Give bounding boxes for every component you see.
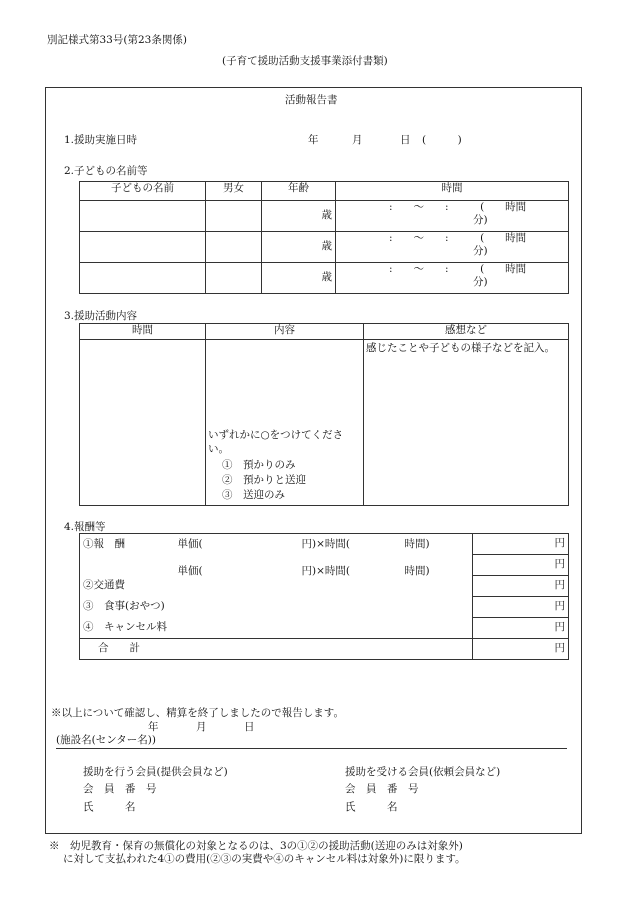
age-unit: 歳 xyxy=(321,271,332,284)
yen-unit: 円 xyxy=(554,600,565,613)
reward-amount-field-2[interactable] xyxy=(473,555,569,576)
option-care-transport: ② 預かりと送迎 xyxy=(222,473,306,486)
reward-amount-field[interactable] xyxy=(473,534,569,555)
activity-content-field[interactable] xyxy=(206,340,364,506)
child-name-field[interactable] xyxy=(80,263,206,294)
table-row xyxy=(80,201,569,232)
total-label: 合 計 xyxy=(80,639,473,660)
provider-member-label: 援助を行う会員(提供会員など) xyxy=(83,766,228,778)
yen-times-label: 円)×時間( xyxy=(301,537,350,550)
payment-table xyxy=(79,533,569,660)
requester-member-no: 会 員 番 号 xyxy=(345,783,419,795)
hours-label: 時間) xyxy=(404,565,430,577)
time-range: : ～ : ( 時間 xyxy=(389,263,527,275)
table-row xyxy=(80,597,569,618)
col-child-name: 子どもの名前 xyxy=(80,182,206,201)
section-children-label: 2.子どもの名前等 xyxy=(64,165,148,177)
col-gender: 男女 xyxy=(206,182,262,201)
transport-amount-field[interactable] xyxy=(473,576,569,597)
age-unit: 歳 xyxy=(321,240,332,253)
gender-field[interactable] xyxy=(206,263,262,294)
date-weekday: ( ) xyxy=(422,134,462,146)
table-row xyxy=(80,576,569,597)
total-amount-field[interactable] xyxy=(473,639,569,660)
date-day: 日 xyxy=(400,134,411,146)
table-row xyxy=(80,232,569,263)
reward-label: ①報 酬 xyxy=(83,537,125,550)
section-date-label: 1.援助実施日時 xyxy=(64,134,138,146)
time-field[interactable] xyxy=(336,263,569,294)
facility-signature-line[interactable] xyxy=(56,748,567,749)
time-field[interactable] xyxy=(336,201,569,232)
impressions-field[interactable] xyxy=(364,340,569,506)
yen-unit: 円 xyxy=(554,642,565,655)
cancel-label: ④ キャンセル料 xyxy=(80,618,473,639)
table-row xyxy=(80,555,569,576)
meal-amount-field[interactable] xyxy=(473,597,569,618)
provider-member-no: 会 員 番 号 xyxy=(83,783,157,795)
provider-name: 氏 名 xyxy=(83,801,136,813)
transport-label: ②交通費 xyxy=(80,576,473,597)
age-unit: 歳 xyxy=(321,209,332,222)
confirm-text: ※以上について確認し、精算を終了しましたので報告します。 xyxy=(51,707,344,719)
time-minutes: 分) xyxy=(473,214,488,227)
section-activity-label: 3.援助活動内容 xyxy=(64,310,138,322)
gender-field[interactable] xyxy=(206,232,262,263)
confirm-day: 日 xyxy=(244,721,255,733)
hours-label: 時間) xyxy=(404,537,430,550)
activity-table xyxy=(79,323,569,506)
yen-times-label: 円)×時間( xyxy=(301,565,350,577)
footnote-line-2: に対して支払われた4①の費用(②③の実費や④のキャンセル料は対象外)に限ります。 xyxy=(63,853,466,865)
footnote-line-1: ※ 幼児教育・保育の無償化の対象となるのは、3の①②の援助活動(送迎のみは対象外) xyxy=(49,840,463,852)
col-age: 年齢 xyxy=(262,182,336,201)
time-field[interactable] xyxy=(336,232,569,263)
cancel-amount-field[interactable] xyxy=(473,618,569,639)
col-impressions: 感想など xyxy=(364,324,569,340)
age-field[interactable] xyxy=(262,232,336,263)
yen-unit: 円 xyxy=(554,621,565,634)
age-field[interactable] xyxy=(262,201,336,232)
child-name-field[interactable] xyxy=(80,201,206,232)
age-field[interactable] xyxy=(262,263,336,294)
table-row xyxy=(80,263,569,294)
meal-label: ③ 食事(おやつ) xyxy=(80,597,473,618)
page-title: 活動報告書 xyxy=(285,94,338,106)
time-minutes: 分) xyxy=(473,245,488,258)
confirm-month: 月 xyxy=(196,721,207,733)
section-payment-label: 4.報酬等 xyxy=(64,521,106,533)
col-time: 時間 xyxy=(336,182,569,201)
time-range: : ～ : ( 時間 xyxy=(389,232,527,244)
table-row xyxy=(80,618,569,639)
date-year: 年 xyxy=(308,134,319,146)
form-subtitle: (子育て援助活動支援事業添付書類) xyxy=(222,55,388,67)
yen-unit: 円 xyxy=(554,537,565,550)
table-row xyxy=(80,534,569,555)
children-table xyxy=(79,181,569,294)
yen-unit: 円 xyxy=(554,558,565,571)
gender-field[interactable] xyxy=(206,201,262,232)
facility-name-label: (施設名(センター名)) xyxy=(56,734,156,746)
date-month: 月 xyxy=(352,134,363,146)
confirm-year: 年 xyxy=(148,721,159,733)
form-number: 別記様式第33号(第23条関係) xyxy=(47,34,187,46)
activity-time-field[interactable] xyxy=(80,340,206,506)
option-transport-only: ③ 送迎のみ xyxy=(222,488,285,501)
time-range: : ～ : ( 時間 xyxy=(389,201,527,213)
choice-note: いずれかに○をつけてください。 xyxy=(208,429,344,455)
yen-unit: 円 xyxy=(554,579,565,592)
col-activity-content: 内容 xyxy=(206,324,364,340)
requester-name: 氏 名 xyxy=(345,801,398,813)
table-row xyxy=(80,639,569,660)
requester-member-label: 援助を受ける会員(依頼会員など) xyxy=(345,766,501,778)
unit-price-label: 単価( xyxy=(177,537,203,550)
impression-note: 感じたことや子どもの様子などを記入。 xyxy=(366,342,555,354)
unit-price-label: 単価( xyxy=(177,565,203,577)
option-care-only: ① 預かりのみ xyxy=(222,458,296,471)
time-minutes: 分) xyxy=(473,276,488,289)
col-activity-time: 時間 xyxy=(80,324,206,340)
child-name-field[interactable] xyxy=(80,232,206,263)
